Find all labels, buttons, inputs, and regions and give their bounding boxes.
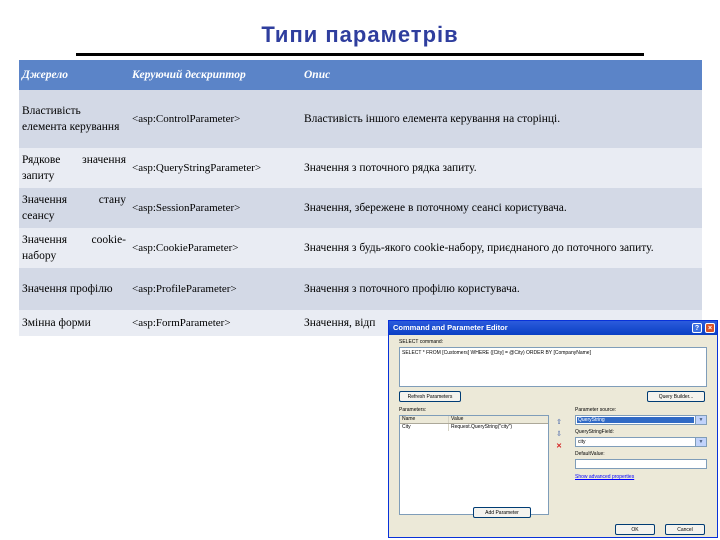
table-header-row — [19, 60, 702, 90]
cancel-button[interactable]: Cancel — [665, 524, 705, 535]
dialog-titlebar[interactable] — [389, 321, 717, 335]
table-row — [19, 188, 702, 228]
add-parameter-button[interactable]: Add Parameter — [473, 507, 531, 518]
select-command-textbox[interactable]: SELECT * FROM [Customers] WHERE ([City] = @City) ORDER BY [CompanyName] — [399, 347, 707, 387]
chevron-down-icon[interactable]: ▼ — [695, 438, 706, 446]
parameter-source-value: QueryString — [577, 417, 694, 423]
cell-descriptor: <asp:ControlParameter> — [129, 90, 301, 148]
cell-source: Рядкове значення запиту — [19, 148, 129, 188]
querystring-field-value: city — [578, 439, 586, 445]
querystring-field-select[interactable] — [575, 437, 707, 447]
grid-header-name: Name — [400, 416, 449, 423]
grid-header — [400, 416, 548, 424]
cell-source: Значення профілю — [19, 268, 129, 310]
cell-description: Значення, відп — [301, 310, 702, 336]
refresh-parameters-button[interactable]: Refresh Parameters — [399, 391, 461, 402]
cell-source: Значення cookie-набору — [19, 228, 129, 268]
cell-descriptor: <asp:ProfileParameter> — [129, 268, 301, 310]
page-title: Типи параметрів — [261, 22, 459, 47]
advanced-properties-link[interactable]: Show advanced properties — [575, 474, 635, 480]
cell-source: Змінна форми — [19, 310, 129, 336]
chevron-down-icon[interactable]: ▼ — [695, 416, 706, 424]
parameters-label: Parameters: — [399, 407, 427, 413]
select-command-label: SELECT command: — [399, 339, 444, 345]
move-up-icon[interactable]: ⇧ — [556, 419, 562, 426]
header-descriptor: Керуючий дескриптор — [129, 60, 301, 90]
cell-description: Значення з будь-якого cookie-набору, приєднаного до поточного запиту. — [301, 228, 702, 268]
param-name: City — [400, 424, 449, 431]
close-button[interactable]: × — [705, 323, 715, 333]
delete-icon[interactable]: ✕ — [556, 443, 562, 450]
table-row — [19, 228, 702, 268]
cell-description: Значення з поточного профілю користувача. — [301, 268, 702, 310]
cell-source: Властивість елемента керування — [19, 90, 129, 148]
cell-descriptor: <asp:QueryStringParameter> — [129, 148, 301, 188]
parameter-types-table — [19, 60, 702, 336]
cell-descriptor: <asp:CookieParameter> — [129, 228, 301, 268]
default-value-label: DefaultValue: — [575, 451, 605, 457]
cell-descriptor: <asp:SessionParameter> — [129, 188, 301, 228]
dialog-title: Command and Parameter Editor — [393, 323, 508, 332]
cell-descriptor: <asp:FormParameter> — [129, 310, 301, 336]
cell-description: Значення з поточного рядка запиту. — [301, 148, 702, 188]
table-row — [19, 90, 702, 148]
query-builder-button[interactable]: Query Builder... — [647, 391, 705, 402]
cell-description: Властивість іншого елемента керування на сторінці. — [301, 90, 702, 148]
default-value-input[interactable] — [575, 459, 707, 469]
table-row — [19, 268, 702, 310]
parameter-source-label: Parameter source: — [575, 407, 617, 413]
querystring-field-label: QueryStringField: — [575, 429, 614, 435]
title-underline — [76, 53, 644, 56]
ok-button[interactable]: OK — [615, 524, 655, 535]
help-button[interactable]: ? — [692, 323, 702, 333]
parameter-source-select[interactable] — [575, 415, 707, 425]
grid-header-value: Value — [451, 416, 464, 422]
header-source: Джерело — [19, 60, 129, 90]
cell-description: Значення, збережене в поточному сеансі користувача. — [301, 188, 702, 228]
parameters-grid[interactable] — [399, 415, 549, 515]
move-down-icon[interactable]: ⇩ — [556, 431, 562, 438]
cell-source: Значення стану сеансу — [19, 188, 129, 228]
command-parameter-editor-dialog — [388, 320, 718, 538]
parameter-row[interactable] — [400, 424, 548, 431]
table-row — [19, 148, 702, 188]
header-description: Опис — [301, 60, 702, 90]
param-value: Request.QueryString("city") — [451, 424, 513, 430]
